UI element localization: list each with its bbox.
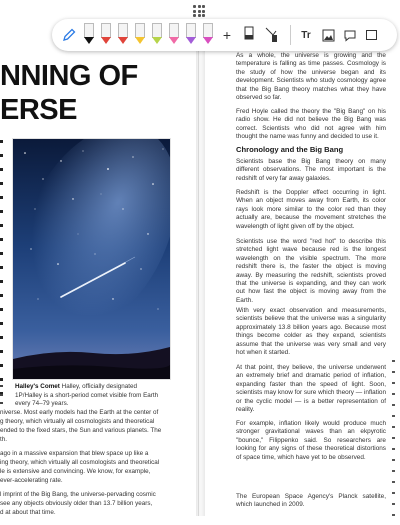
highlighter-pink[interactable] [167,23,179,47]
pen-red-2[interactable] [116,23,128,47]
sidebar-text-fragment [0,140,4,406]
image-icon[interactable] [319,26,337,44]
pen-red[interactable] [99,23,111,47]
caption-side-fragment [0,385,4,411]
left-body-line: ing theory, which virtually all cosmologists and theoretical [0,459,160,466]
paragraph-5: Scientists use the word "red hot" to describe this stretched light wave because red is the longest wavelength on the visible spectrum. The more redshift there is, the faster the object is moving away. By measuring the redshift, scientists proved that the universe is expanding, and they can work out how fast the object is moving away from the Earth. [236,238,386,304]
paragraph-8: For example, inflation likely would produce much stronger gravitational waves than an ekpyrotic "bounce," Filippenko said. So researchers are looking for any signs of these theoretical distortions of space time, which have yet to be observed. [236,420,386,461]
left-body-line: le is extensive and convincing. We know, for example, [0,468,151,475]
paragraph-4: Redshift is the Doppler effect occurring in light. When an object moves away from Earth, its color rays look more similar to the color red than they actually are, because the movement stretches the wavelength of light given off by the object. [236,189,386,230]
photo-caption [15,383,170,409]
left-page [0,30,196,516]
drag-handle-icon[interactable] [193,5,205,17]
left-body-line: l imprint of the Big Bang, the universe-pervading cosmic [0,491,156,498]
paragraph-7: At that point, they believe, the universe underwent an extremely brief and dramatic period of inflation, expanding faster than the speed of light. Soon, scientists may know for sure which theory — inflation or the cyclic model — is a better representation of reality. [236,364,386,414]
headline-line-2: ERSE [0,94,77,126]
left-body-line: see any objects obviously older than 13.7 billion years, [0,500,153,507]
night-sky-image [13,139,170,379]
spine-line [198,30,199,516]
paragraph-2: Fred Hoyle called the theory the "Big Bang" on his radio show. He did not believe the Big Bang was correct. Scientists who did not agree with him thought the name was funny and decided to use it. [236,108,386,141]
left-body-line: ever-accelerating rate. [0,477,63,484]
paragraph-3: Scientists base the Big Bang theory on many different observations. The most important is the redshift of very far away galaxies. [236,158,386,182]
left-body-line: d at about that time. [0,509,56,516]
pen-tip [84,37,94,44]
next-page-edge-fragment [392,360,396,525]
paragraph-6: With very exact observation and measurements, scientists believe that the universe was a singularity approximately 13.8 billion years ago. Because most things become colder as they expand, scientists assume that the universe was very small and very hot when it started. [236,307,386,357]
left-body-line: th. [0,436,8,443]
add-pen-button[interactable]: + [222,27,232,43]
pen-black[interactable] [82,23,94,47]
paragraph-9: The European Space Agency's Planck satellite, which launched in 2009. [236,493,386,509]
annotation-toolbar [52,19,397,51]
highlighter-lime[interactable] [150,23,162,47]
highlighter-purple[interactable] [184,23,196,47]
left-body-line: ended to the fixed stars, the Sun and various planets. The [0,427,162,434]
caption-line-2: 1P/Halley is a short-period comet visible from Earth [15,391,159,399]
headline-line-1: NNING OF [0,60,138,92]
comet-photo [12,138,171,380]
left-body-line: niverse. Most early models had the Earth at the center of [0,409,159,416]
highlighter-magenta[interactable] [201,23,213,47]
highlighter-yellow[interactable] [133,23,145,47]
caption-title: Halley's Comet [15,383,60,390]
pen-tool-icon[interactable] [60,26,78,44]
caption-line-1: Halley, officially designated [61,383,138,390]
section-heading: Chronology and the Big Bang [236,145,344,154]
eraser-icon[interactable] [240,26,258,44]
caption-line-3: every 74–79 years. [15,400,69,408]
shape-icon[interactable] [363,26,381,44]
text-tool-button[interactable]: Tr [301,29,311,41]
lasso-icon[interactable] [262,26,280,44]
left-body-line: g theory, which virtually all cosmologists and theoretical [0,418,155,425]
left-body-line: ago in a massive expansion that blew space up like a [0,450,149,457]
comment-icon[interactable] [341,26,359,44]
toolbar-divider [290,25,291,45]
paragraph-1: As a whole, the universe is growing and the temperature is falling as time passes. Cosmology is the study of how the universe began and its development. Scientists who study cosmology agree that the Big Bang theory matches what they have observed so far. [236,52,386,102]
